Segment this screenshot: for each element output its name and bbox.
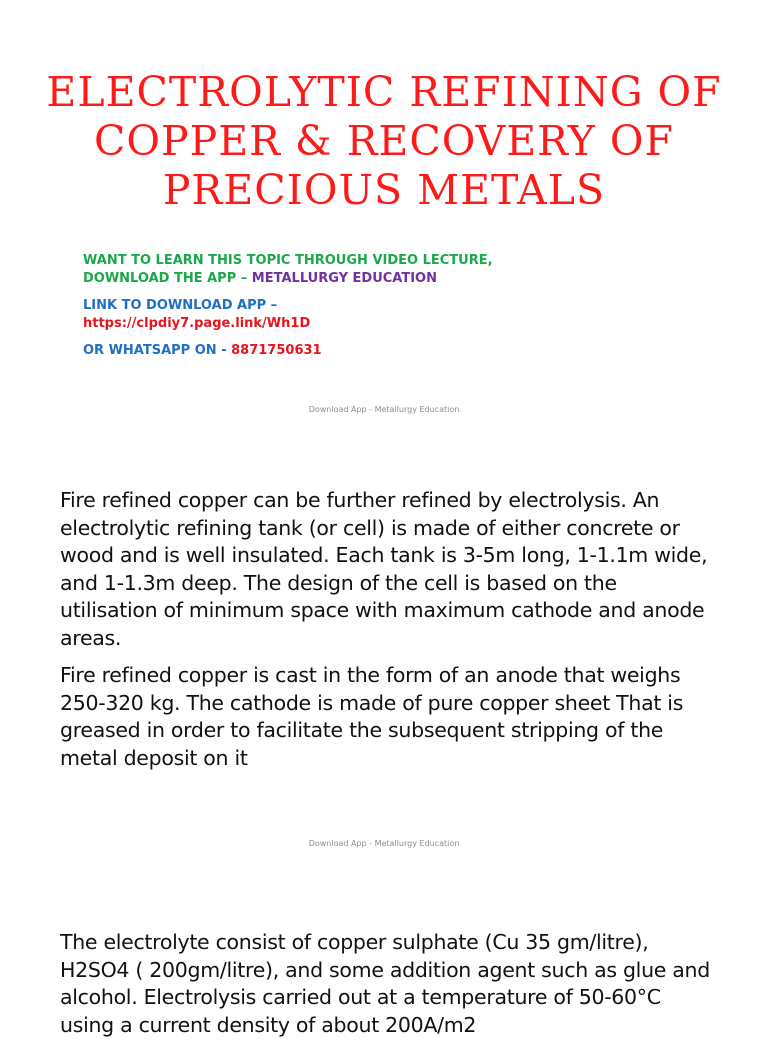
- page-title: [20, 68, 748, 215]
- promo-line-2: [83, 270, 603, 288]
- whatsapp-line: [83, 342, 603, 360]
- promo-block: [83, 252, 603, 360]
- promo-line-1: WANT TO LEARN THIS TOPIC THROUGH VIDEO LECTURE,: [83, 253, 493, 268]
- title-line-2: COPPER & RECOVERY OF: [94, 117, 674, 165]
- promo-download-prefix: DOWNLOAD THE APP –: [83, 271, 252, 286]
- paragraph-3: The electrolyte consist of copper sulphate (Cu 35 gm/litre), H2SO4 ( 200gm/litre), and some addition agent such as glue and alcohol. Electrolysis carried out at a temperature of 50-60°C using a current density of about 200A/m2: [60, 930, 710, 1037]
- download-link-url[interactable]: https://clpdiy7.page.link/Wh1D: [83, 316, 311, 331]
- promo-app-name: METALLURGY EDUCATION: [251, 271, 437, 286]
- download-link-label: LINK TO DOWNLOAD APP –: [83, 298, 278, 313]
- title-line-1: ELECTROLYTIC REFINING OF: [46, 68, 722, 116]
- paragraph-1: Fire refined copper can be further refined by electrolysis. An electrolytic refining tank (or cell) is made of either concrete or wood and is well insulated. Each tank is 3-5m long, 1-1.1m wide, and 1-1.3m deep. The design of the cell is based on the utilisation of minimum space with maximum cathode and anode areas.: [60, 488, 708, 650]
- watermark-1: Download App - Metallurgy Education: [308, 405, 460, 414]
- watermark-2: Download App - Metallurgy Education: [308, 839, 460, 848]
- paragraph-2: Fire refined copper is cast in the form of an anode that weighs 250-320 kg. The cathode is made of pure copper sheet That is greased in order to facilitate the subsequent stripping of the metal deposit on it: [60, 663, 684, 770]
- title-line-3: PRECIOUS METALS: [162, 166, 606, 214]
- whatsapp-label: OR WHATSAPP ON -: [83, 343, 232, 358]
- whatsapp-number[interactable]: 8871750631: [231, 343, 322, 358]
